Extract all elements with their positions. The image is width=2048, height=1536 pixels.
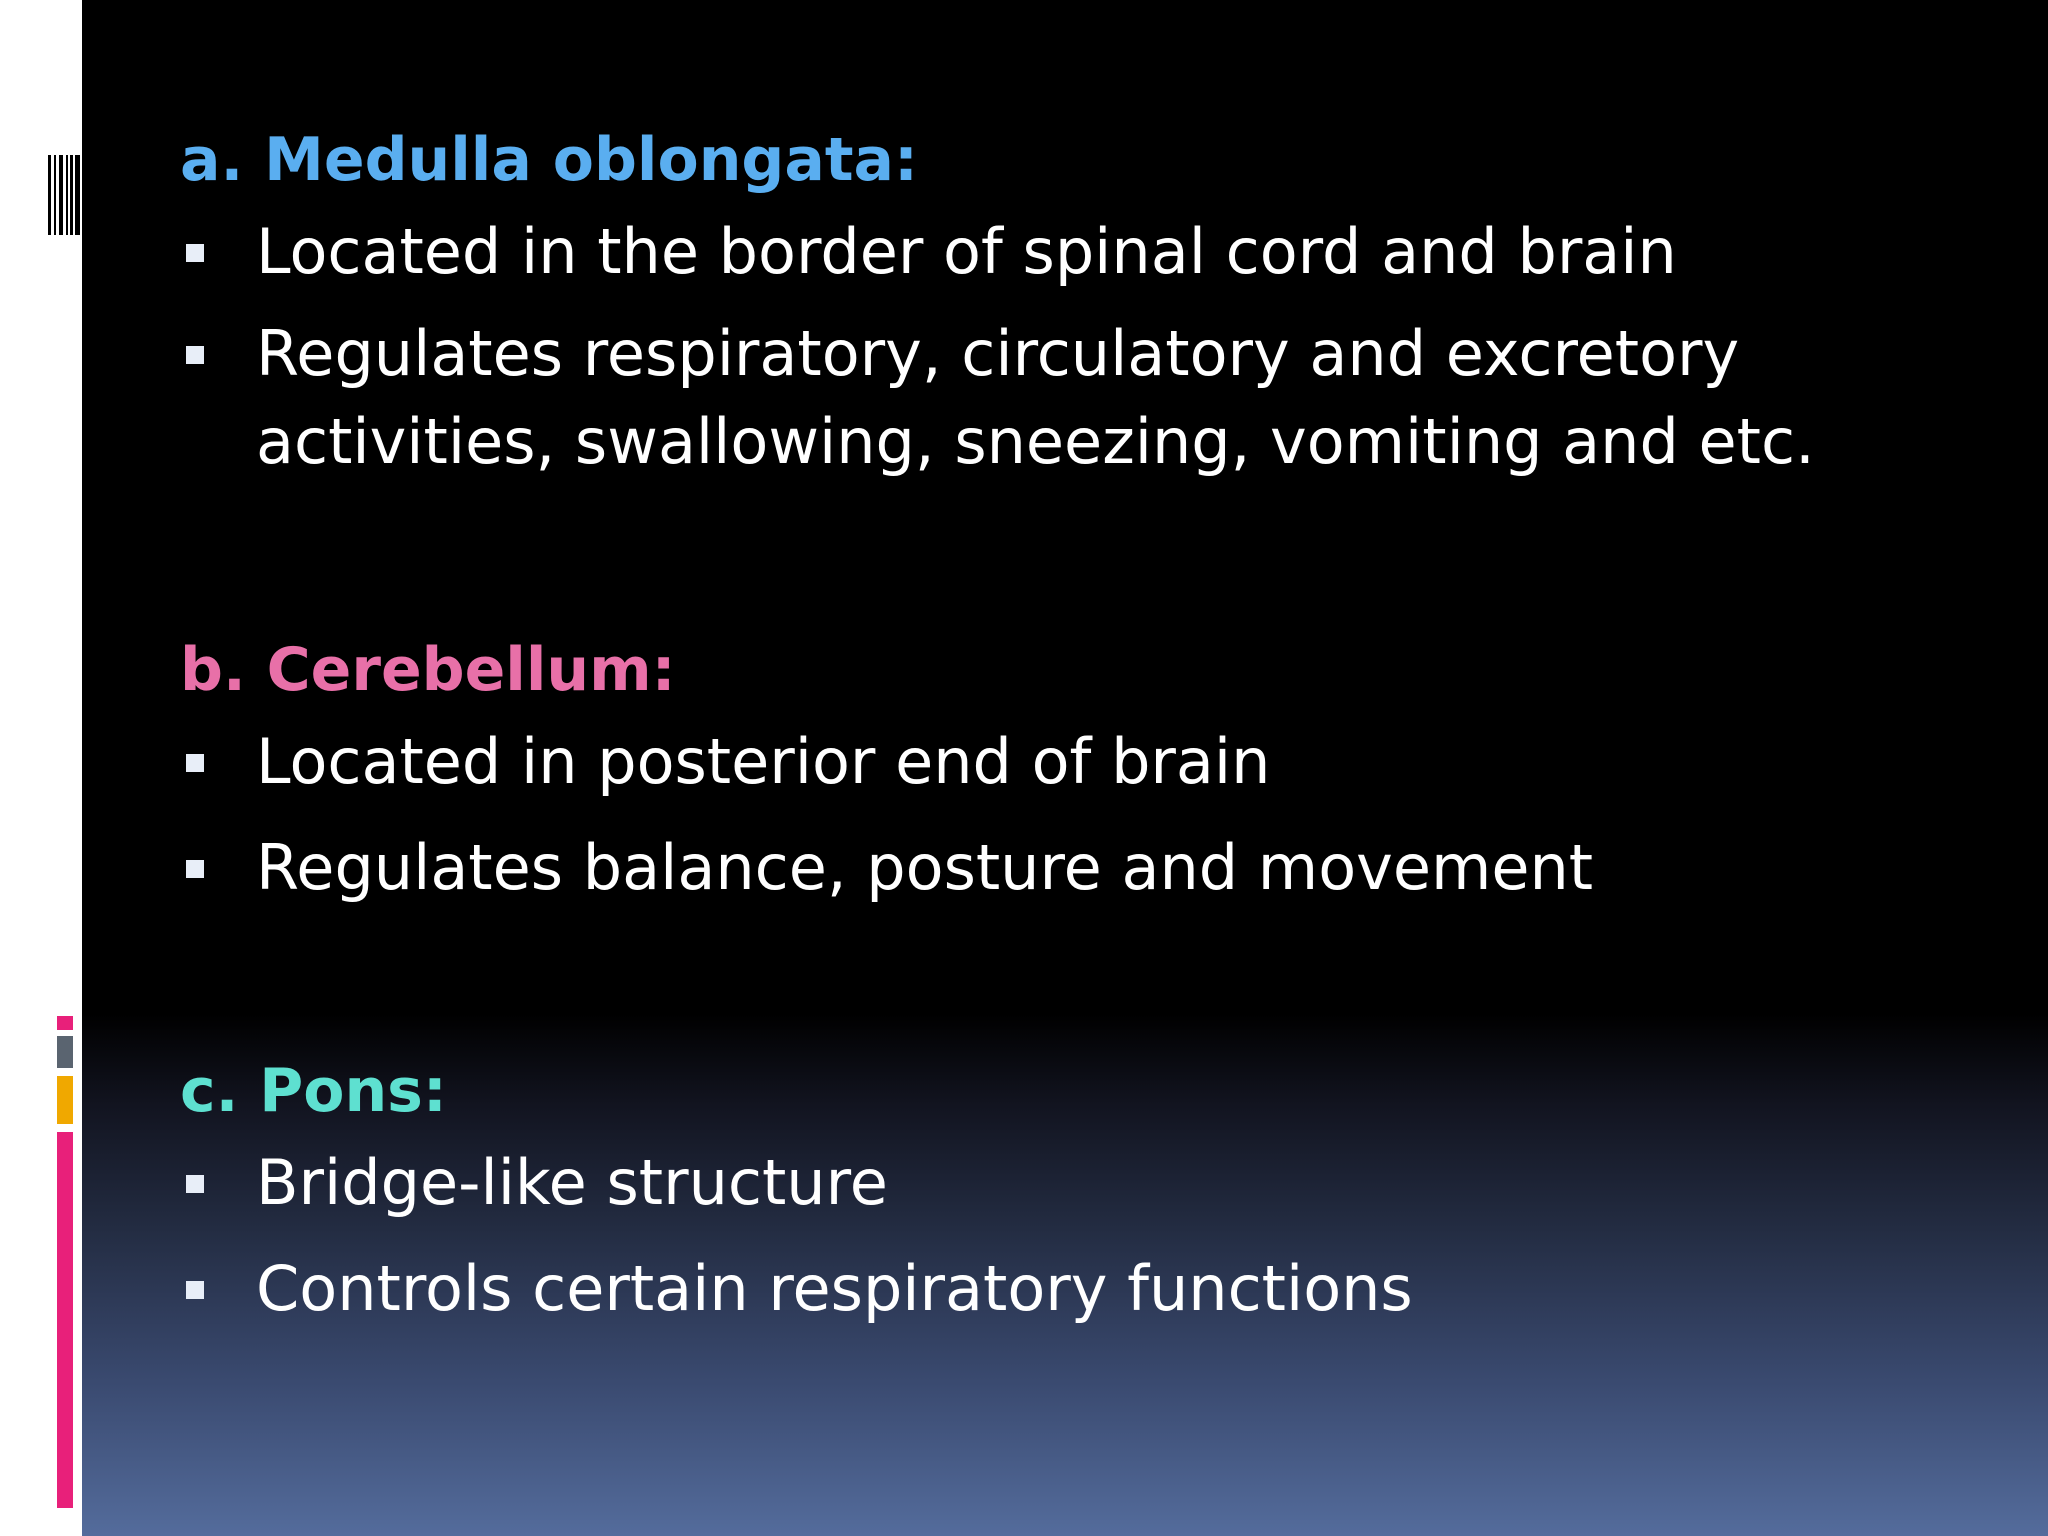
section-heading: a. Medulla oblongata: [180,125,919,195]
bullet-list [180,718,2000,912]
bullet-square-icon [186,1281,204,1299]
section-pons [180,1055,2000,1333]
left-decorative-strip [0,0,82,1536]
bullet-square-icon [186,860,204,878]
slide-content-area [82,0,2048,1536]
section-heading: c. Pons: [180,1056,447,1126]
vertical-stripes-decoration [48,155,80,235]
bullet-text: Controls certain respiratory functions [256,1252,1413,1325]
bullet-list [180,1139,2000,1333]
bullet-square-icon [186,346,204,364]
bullet-text: Located in the border of spinal cord and brain [256,215,1677,288]
list-item [180,718,2000,806]
list-item [180,208,2000,296]
list-item [180,824,2000,912]
bullet-square-icon [186,754,204,772]
bullet-text: Bridge-like structure [256,1146,888,1219]
accent-bar-orange [57,1076,73,1124]
bullet-text: Located in posterior end of brain [256,725,1271,798]
section-medulla-oblongata [180,124,2000,486]
list-item [180,310,2000,486]
section-heading: b. Cerebellum: [180,635,676,705]
bullet-square-icon [186,1175,204,1193]
bullet-square-icon [186,244,204,262]
list-item [180,1139,2000,1227]
accent-bar-pink [57,1132,73,1508]
bullet-text: Regulates balance, posture and movement [256,831,1594,904]
list-item [180,1245,2000,1333]
bullet-list [180,208,2000,486]
bullet-text: Regulates respiratory, circulatory and excretory activities, swallowing, sneezing, vomiting and etc. [256,317,1815,478]
section-cerebellum [180,634,2000,912]
accent-bar-pink-top [57,1016,73,1030]
accent-bar-gray [57,1036,73,1068]
